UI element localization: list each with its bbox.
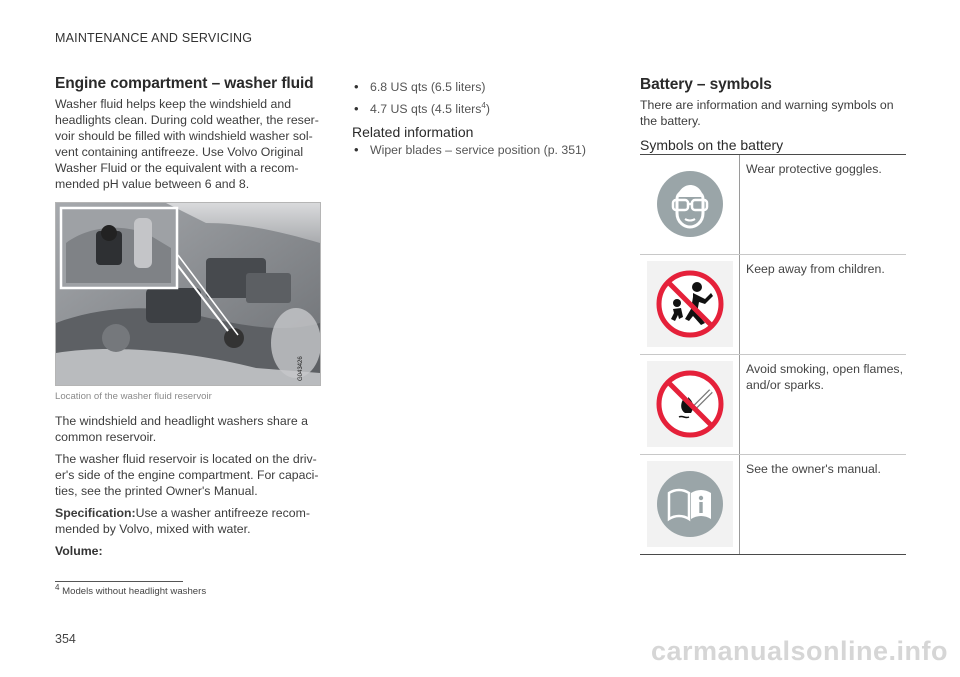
specification-text bbox=[55, 505, 323, 537]
volume-list bbox=[352, 79, 592, 117]
symbol-text: Keep away from children. bbox=[746, 262, 885, 276]
table-row bbox=[640, 355, 906, 455]
related-info-list bbox=[352, 142, 602, 158]
list-item: • 6.8 US qts (6.5 liters) bbox=[352, 79, 592, 95]
battery-symbols-title: Battery – symbols bbox=[640, 76, 772, 93]
owners-manual-icon bbox=[655, 469, 725, 539]
footnote-ref: 4 bbox=[481, 100, 486, 110]
related-link-wiper-blades[interactable]: • Wiper blades – service position (p. 351) bbox=[352, 142, 602, 158]
list-item: • 4.7 US qts (4.5 liters$^4$) bbox=[352, 101, 592, 117]
keep-away-children-icon bbox=[655, 269, 725, 339]
symbol-text: Avoid smoking, open flames, and/or sparks. bbox=[746, 362, 903, 392]
washer-fluid-intro: Washer fluid helps keep the windshield and headlights clean. During cold weather, the reser-voir should be filled with windshield washer sol-vent containing antifreeze. Use Volvo Original Washer Fluid or the equivalent with a recom-mended pH value between 6 and 8. bbox=[55, 97, 319, 191]
battery-symbols-table bbox=[640, 154, 906, 555]
battery-intro: There are information and warning symbols on the battery. bbox=[640, 98, 894, 128]
watermark: carmanualsonline.info bbox=[650, 636, 948, 666]
spec-body: Use a washer antifreeze recom-mended by Volvo, mixed with water. bbox=[55, 506, 310, 536]
table-row bbox=[640, 455, 906, 555]
volume-label: Volume: bbox=[55, 544, 103, 558]
reservoir-location-text: The washer fluid reservoir is located on the driv-er's side of the engine compartment. For capaci-ties, see the printed Owner's Manual. bbox=[55, 452, 319, 498]
spec-label: Specification: bbox=[55, 506, 136, 520]
engine-compartment-image bbox=[55, 202, 321, 386]
no-smoking-flames-icon bbox=[655, 369, 725, 439]
symbols-subtitle: Symbols on the battery bbox=[640, 137, 784, 153]
symbol-text: See the owner's manual. bbox=[746, 462, 881, 476]
washer-fluid-title: Engine compartment – washer fluid bbox=[55, 75, 314, 92]
footnote: $^4$ Models without headlight washers bbox=[55, 582, 207, 597]
table-row bbox=[640, 255, 906, 355]
shared-reservoir-text: The windshield and headlight washers share a common reservoir. bbox=[55, 414, 308, 444]
page-header: MAINTENANCE AND SERVICING bbox=[55, 31, 253, 45]
related-info-title: Related information bbox=[352, 124, 474, 140]
image-code: G043426 bbox=[298, 356, 304, 381]
image-caption: Location of the washer fluid reservoir bbox=[55, 391, 212, 402]
symbol-text: Wear protective goggles. bbox=[746, 162, 882, 176]
table-row bbox=[640, 155, 906, 255]
goggles-icon bbox=[655, 169, 725, 239]
footnote-divider bbox=[55, 581, 183, 582]
page-number: 354 bbox=[55, 632, 76, 646]
